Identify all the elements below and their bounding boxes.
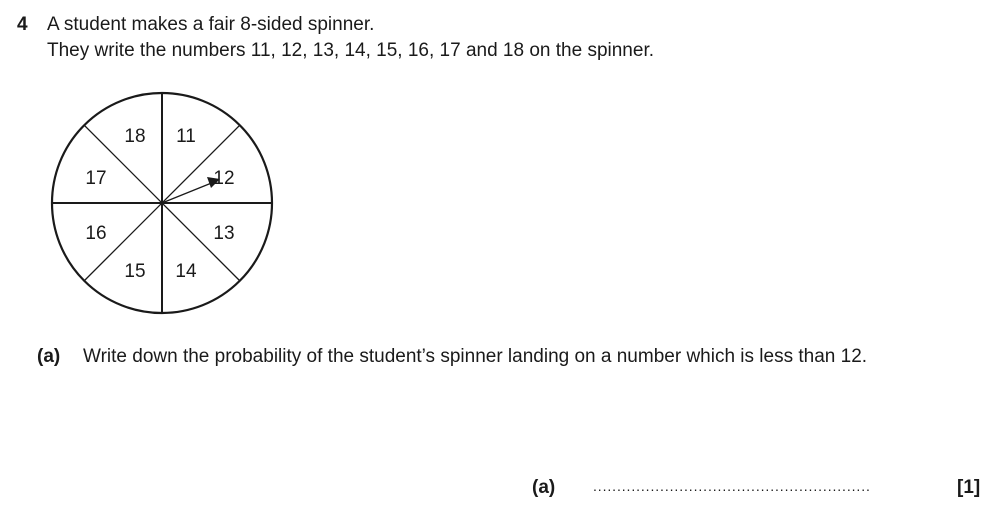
part-a-label: (a) (37, 346, 61, 367)
sector-label: 13 (213, 223, 235, 244)
sector-label: 17 (85, 168, 107, 189)
answer-label: (a) (532, 477, 556, 498)
sector-label: 15 (124, 261, 146, 282)
sector-label: 18 (124, 126, 146, 147)
sector-label: 11 (176, 126, 196, 147)
sector-label: 14 (175, 261, 197, 282)
part-a-text: Write down the probability of the student’s spinner landing on a number which is less than 12. (83, 346, 868, 367)
marks: [1] (957, 477, 981, 498)
question-number: 4 (17, 14, 28, 35)
spinner-pointer (162, 182, 214, 203)
sector-label: 12 (213, 168, 235, 189)
sector-label: 16 (85, 223, 107, 244)
answer-line[interactable]: .......................................................... (593, 478, 871, 494)
question-line-1: A student makes a fair 8-sided spinner. (47, 14, 375, 35)
question-line-2: They write the numbers 11, 12, 13, 14, 15, 16, 17 and 18 on the spinner. (47, 40, 654, 61)
